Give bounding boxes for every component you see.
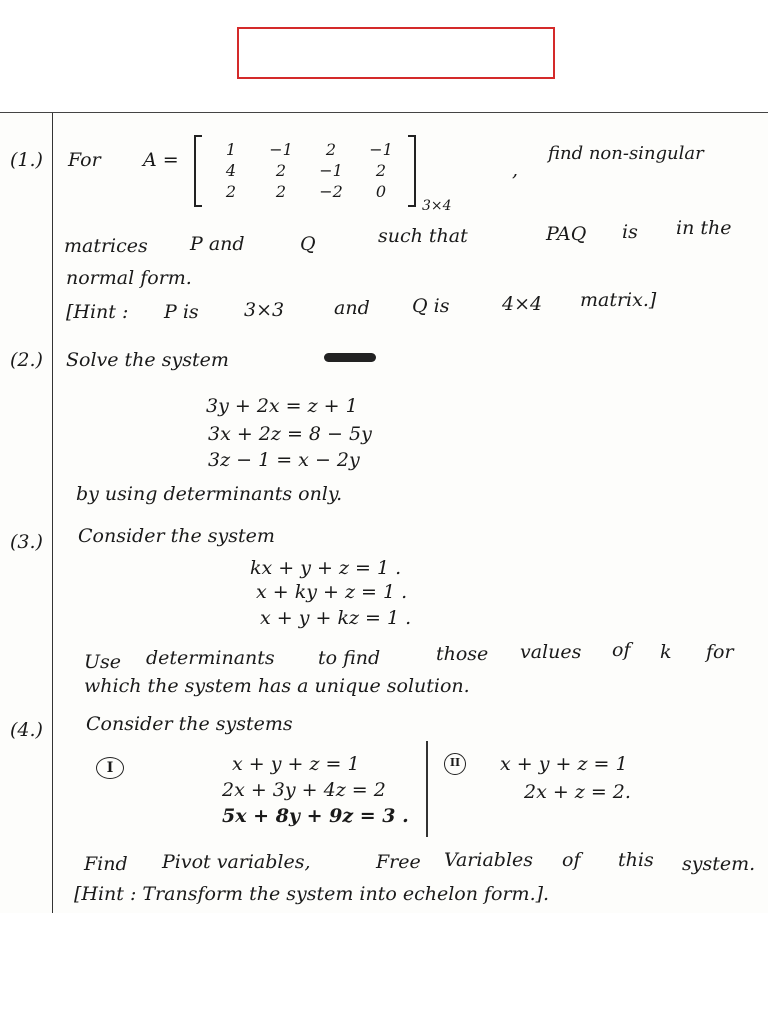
q2-equation: 3z − 1 = x − 2y <box>208 449 360 471</box>
question-3-number: (3.) <box>10 531 43 553</box>
q3-word: to find <box>318 647 381 669</box>
q1-word: matrices <box>64 235 148 257</box>
matrix-cell: −1 <box>319 161 343 180</box>
question-1-number: (1.) <box>10 149 43 171</box>
q3-word: determinants <box>146 647 275 669</box>
q1-hint-part: and <box>334 297 370 319</box>
q2-equation: 3y + 2x = z + 1 <box>206 395 358 417</box>
q3-equation: kx + y + z = 1 . <box>250 557 402 579</box>
q1-hint-part: 4×4 <box>502 293 543 315</box>
left-bracket <box>194 135 202 207</box>
q3-word: values <box>520 641 582 663</box>
q1-word: Q <box>300 233 316 255</box>
matrix-cell: 2 <box>275 182 287 201</box>
q1-word: in the <box>676 217 732 239</box>
q4-word: Variables <box>444 849 534 871</box>
q4-word: system. <box>682 853 756 875</box>
q1-word: is <box>622 221 638 243</box>
q1-intro: For <box>68 149 101 171</box>
q1-hint-part: matrix.] <box>580 289 657 311</box>
system-ii-equation: 2x + z = 2. <box>524 781 631 803</box>
scribble-mark <box>324 353 376 362</box>
q1-line3: normal form. <box>66 267 192 289</box>
q2-intro: Solve the system <box>66 349 229 371</box>
q4-word: this <box>618 849 654 871</box>
matrix-order: 3×4 <box>422 198 452 214</box>
q1-matrix-name: A = <box>143 149 179 171</box>
q2-equation: 3x + 2z = 8 − 5y <box>208 423 372 445</box>
q4-intro: Consider the systems <box>86 713 293 735</box>
system-i-equation: 5x + 8y + 9z = 3 . <box>222 805 409 827</box>
system-i-equation: x + y + z = 1 <box>232 753 360 775</box>
q3-word: Use <box>84 651 122 673</box>
q3-word: k <box>660 641 672 663</box>
right-bracket <box>408 135 416 207</box>
q3-word: those <box>436 643 489 665</box>
q4-hint: [Hint : Transform the system into echelon form.]. <box>74 883 550 905</box>
q1-word: PAQ <box>546 223 587 245</box>
matrix-cell: −1 <box>369 140 393 159</box>
system-ii-label: II <box>444 753 466 775</box>
q1-hint-part: [Hint : <box>66 301 129 323</box>
q3-word: of <box>612 639 631 661</box>
system-ii-equation: x + y + z = 1 <box>500 753 628 775</box>
q1-word: P and <box>190 233 245 255</box>
q3-line2: which the system has a unique solution. <box>84 675 470 697</box>
system-divider <box>426 741 428 837</box>
matrix-cell: 2 <box>375 161 387 180</box>
q4-word: Free <box>376 851 421 873</box>
matrix-a-entries <box>206 139 406 202</box>
system-i-label: I <box>96 757 124 779</box>
matrix-cell: −2 <box>319 182 343 201</box>
q3-intro: Consider the system <box>78 525 275 547</box>
q1-hint-part: Q is <box>412 295 450 317</box>
q1-word: such that <box>378 225 468 247</box>
q1-hint-part: 3×3 <box>244 299 285 321</box>
matrix-cell: 0 <box>375 182 387 201</box>
matrix-cell: 1 <box>225 140 237 159</box>
question-2-number: (2.) <box>10 349 43 371</box>
matrix-a <box>194 135 416 207</box>
margin-line <box>52 113 53 913</box>
matrix-cell: 2 <box>225 182 237 201</box>
q2-tail: by using determinants only. <box>76 483 343 505</box>
q4-word: Find <box>84 853 128 875</box>
q1-line1-tail: find non-singular <box>548 143 704 164</box>
q1-comma: , <box>512 159 519 181</box>
q1-hint-part: P is <box>164 301 199 323</box>
q4-word: Pivot variables, <box>162 851 311 873</box>
q3-equation: x + y + kz = 1 . <box>260 607 412 629</box>
q4-word: of <box>562 849 581 871</box>
q3-word: for <box>706 641 734 663</box>
redacted-title-box <box>237 27 555 79</box>
matrix-cell: 2 <box>325 140 337 159</box>
question-4-number: (4.) <box>10 719 43 741</box>
q3-equation: x + ky + z = 1 . <box>256 581 408 603</box>
matrix-cell: 4 <box>225 161 237 180</box>
matrix-cell: −1 <box>269 140 293 159</box>
notebook-page <box>0 112 768 913</box>
system-i-equation: 2x + 3y + 4z = 2 <box>222 779 386 801</box>
matrix-cell: 2 <box>275 161 287 180</box>
